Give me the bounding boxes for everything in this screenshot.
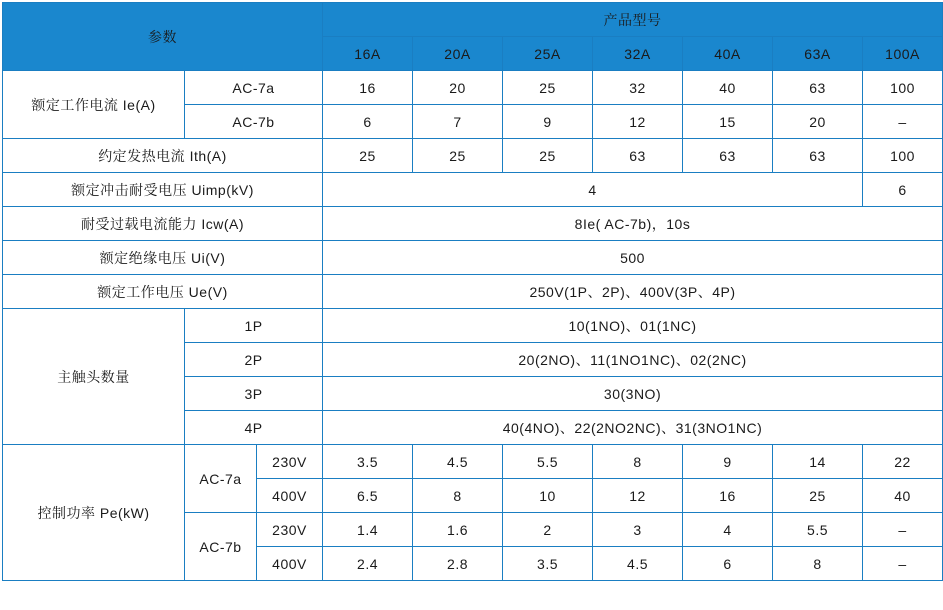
cell-voltage: 230V (257, 445, 323, 479)
cell-value: 25 (323, 139, 413, 173)
cell-value: 8 (413, 479, 503, 513)
cell-value: 2 (503, 513, 593, 547)
cell-value: 5.5 (773, 513, 863, 547)
cell-value: 9 (683, 445, 773, 479)
cell-value: 6 (683, 547, 773, 581)
cell-voltage: 400V (257, 479, 323, 513)
cell-value: 14 (773, 445, 863, 479)
cell-value: 1.4 (323, 513, 413, 547)
cell-pole: 2P (185, 343, 323, 377)
cell-value: 63 (683, 139, 773, 173)
cell-value: 3 (593, 513, 683, 547)
cell-value: 3.5 (323, 445, 413, 479)
cell-value: 20(2NO)、11(1NO1NC)、02(2NC) (323, 343, 943, 377)
cell-value: 25 (503, 71, 593, 105)
cell-value: 4.5 (413, 445, 503, 479)
header-parameter: 参数 (3, 3, 323, 71)
cell-value: 2.8 (413, 547, 503, 581)
cell-value: 25 (773, 479, 863, 513)
table-row (3, 309, 943, 343)
cell-value: 100 (863, 71, 943, 105)
cell-value: 10 (503, 479, 593, 513)
cell-value: 8 (593, 445, 683, 479)
cell-pole: 1P (185, 309, 323, 343)
row-label-overload-capacity: 耐受过载电流能力 Icw(A) (3, 207, 323, 241)
row-label-working-voltage: 额定工作电压 Ue(V) (3, 275, 323, 309)
cell-value: 6.5 (323, 479, 413, 513)
cell-value: 5.5 (503, 445, 593, 479)
row-sub-ac7a: AC-7a (185, 71, 323, 105)
cell-value: 8Ie( AC-7b)，10s (323, 207, 943, 241)
row-label-rated-current: 额定工作电流 Ie(A) (3, 71, 185, 139)
cell-value: 40(4NO)、22(2NO2NC)、31(3NO1NC) (323, 411, 943, 445)
cell-value: 30(3NO) (323, 377, 943, 411)
cell-value: 16 (683, 479, 773, 513)
cell-value: 32 (593, 71, 683, 105)
row-label-main-contacts: 主触头数量 (3, 309, 185, 445)
cell-value: 6 (323, 105, 413, 139)
cell-value: – (863, 547, 943, 581)
cell-value: 15 (683, 105, 773, 139)
cell-value: 7 (413, 105, 503, 139)
cell-value: 20 (773, 105, 863, 139)
specification-table (2, 2, 943, 581)
cell-pole: 3P (185, 377, 323, 411)
cell-value: 20 (413, 71, 503, 105)
header-model-40a: 40A (683, 37, 773, 71)
table-row (3, 139, 943, 173)
cell-pole: 4P (185, 411, 323, 445)
table-row (3, 173, 943, 207)
cell-value: 25 (413, 139, 503, 173)
cell-value: 63 (593, 139, 683, 173)
cell-value: 2.4 (323, 547, 413, 581)
table-row (3, 445, 943, 479)
cell-value: 8 (773, 547, 863, 581)
cell-value: 500 (323, 241, 943, 275)
cell-value: 63 (773, 71, 863, 105)
cell-value: 40 (863, 479, 943, 513)
cell-type-ac7a: AC-7a (185, 445, 257, 513)
header-model-16a: 16A (323, 37, 413, 71)
cell-value: 100 (863, 139, 943, 173)
row-label-thermal-current: 约定发热电流 Ith(A) (3, 139, 323, 173)
cell-value: 12 (593, 105, 683, 139)
cell-value: 9 (503, 105, 593, 139)
row-label-impulse-voltage: 额定冲击耐受电压 Uimp(kV) (3, 173, 323, 207)
header-model-63a: 63A (773, 37, 863, 71)
table-row (3, 207, 943, 241)
header-model-25a: 25A (503, 37, 593, 71)
header-model: 产品型号 (323, 3, 943, 37)
table-row (3, 275, 943, 309)
row-label-control-power: 控制功率 Pe(kW) (3, 445, 185, 581)
cell-type-ac7b: AC-7b (185, 513, 257, 581)
cell-value: 4 (683, 513, 773, 547)
cell-voltage: 230V (257, 513, 323, 547)
cell-value: 63 (773, 139, 863, 173)
cell-value: 16 (323, 71, 413, 105)
cell-value: 40 (683, 71, 773, 105)
header-model-100a: 100A (863, 37, 943, 71)
cell-value: – (863, 513, 943, 547)
table-row (3, 71, 943, 105)
cell-value: – (863, 105, 943, 139)
cell-value: 12 (593, 479, 683, 513)
cell-value: 1.6 (413, 513, 503, 547)
cell-value: 10(1NO)、01(1NC) (323, 309, 943, 343)
cell-value: 25 (503, 139, 593, 173)
cell-value: 250V(1P、2P)、400V(3P、4P) (323, 275, 943, 309)
row-label-insulation-voltage: 额定绝缘电压 Ui(V) (3, 241, 323, 275)
table-header-row (3, 3, 943, 37)
cell-value: 4.5 (593, 547, 683, 581)
cell-value: 4 (323, 173, 863, 207)
table-row (3, 241, 943, 275)
row-sub-ac7b: AC-7b (185, 105, 323, 139)
cell-value: 6 (863, 173, 943, 207)
header-model-32a: 32A (593, 37, 683, 71)
cell-voltage: 400V (257, 547, 323, 581)
header-model-20a: 20A (413, 37, 503, 71)
cell-value: 3.5 (503, 547, 593, 581)
cell-value: 22 (863, 445, 943, 479)
